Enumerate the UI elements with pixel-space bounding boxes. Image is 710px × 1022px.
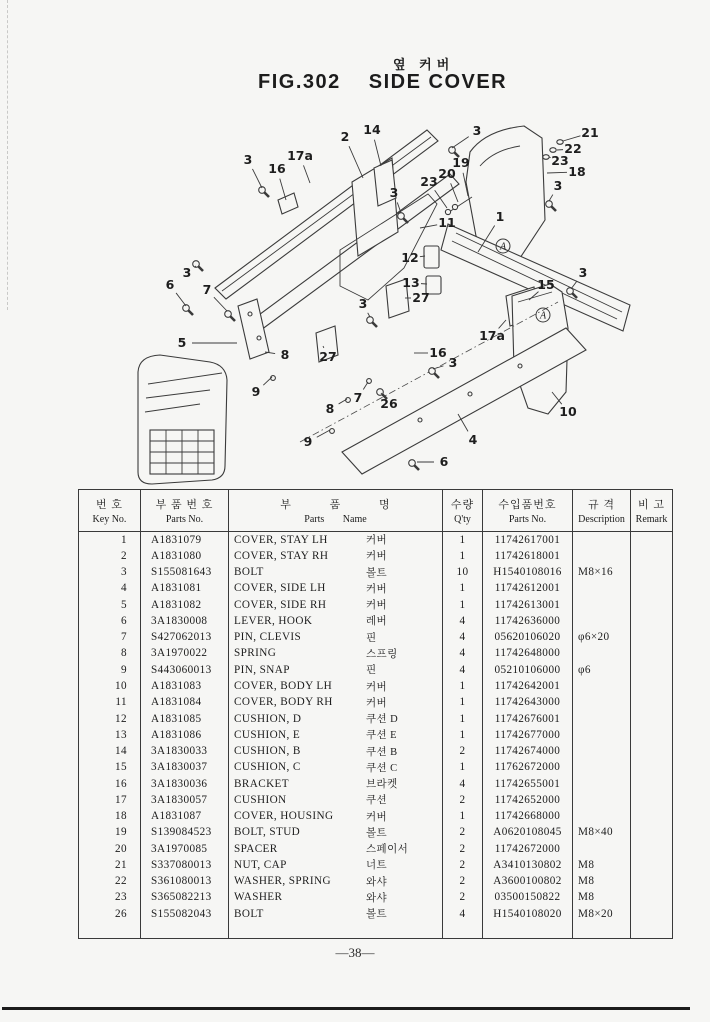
table-header-row: [79, 490, 673, 532]
cell-parts-name: BOLT 볼트: [229, 906, 443, 922]
cell-parts-name: COVER, SIDE RH 커버: [229, 597, 443, 613]
part-callout-16: 16: [429, 345, 447, 360]
header-import-no: 수입품번호 Parts No.: [483, 490, 573, 532]
cell-remark: [631, 841, 673, 857]
cell-parts-name: LEVER, HOOK 레버: [229, 613, 443, 629]
cell-import-no: 11742672000: [483, 841, 573, 857]
cell-qty: 1: [443, 532, 483, 548]
part-bracket-small: [278, 193, 298, 214]
cell-remark: [631, 694, 673, 710]
cell-import-no: 11762672000: [483, 759, 573, 775]
part-callout-11: 11: [438, 215, 456, 230]
part-callout-23: 23: [420, 174, 438, 189]
cell-remark: [631, 613, 673, 629]
part-callout-6: 6: [439, 454, 449, 469]
cell-parts-no: S427062013: [141, 629, 229, 645]
table-row: [79, 906, 673, 922]
cell-parts-no: A1831080: [141, 548, 229, 564]
cell-parts-no: A1831087: [141, 808, 229, 824]
part-cushion-d: [424, 246, 439, 268]
part-callout-6: 6: [165, 277, 175, 292]
cell-key: 11: [115, 696, 127, 709]
cell-import-no: 11742643000: [483, 694, 573, 710]
part-callout-21: 21: [581, 125, 599, 140]
part-callout-27: 27: [412, 290, 430, 305]
cell-parts-name: PIN, CLEVIS 핀: [229, 629, 443, 645]
cell-import-no: 05210106000: [483, 662, 573, 678]
table-row: [79, 792, 673, 808]
cell-parts-name: WASHER 와샤: [229, 889, 443, 905]
cell-import-no: 11742617001: [483, 532, 573, 548]
cell-remark: [631, 662, 673, 678]
part-callout-10: 10: [559, 404, 577, 419]
cell-parts-name: NUT, CAP 너트: [229, 857, 443, 873]
cell-description: [573, 775, 631, 791]
cell-parts-name: PIN, SNAP 핀: [229, 662, 443, 678]
cell-key: 1: [121, 533, 127, 546]
cell-import-no: 11742676001: [483, 710, 573, 726]
cell-parts-name: COVER, HOUSING 커버: [229, 808, 443, 824]
cell-description: [573, 792, 631, 808]
figure-title: SIDE COVER: [368, 71, 508, 93]
cell-parts-name: CUSHION, E 쿠션 E: [229, 727, 443, 743]
view-marker-label: A: [539, 310, 547, 322]
parts-table: [78, 489, 673, 939]
cell-parts-name: CUSHION 쿠션: [229, 792, 443, 808]
table-row: [79, 775, 673, 791]
part-callout-8: 8: [325, 401, 335, 416]
table-row: [79, 710, 673, 726]
cell-parts-no: 3A1830057: [141, 792, 229, 808]
view-marker-label: A: [499, 241, 507, 253]
cell-description: φ6: [573, 662, 631, 678]
cell-description: [573, 678, 631, 694]
cell-import-no: 03500150822: [483, 889, 573, 905]
cell-parts-no: S155082043: [141, 906, 229, 922]
cell-key: 26: [115, 907, 127, 920]
cell-parts-no: S365082213: [141, 889, 229, 905]
part-callout-2: 2: [340, 129, 350, 144]
cell-qty: 4: [443, 629, 483, 645]
part-callout-9: 9: [251, 384, 261, 399]
cell-parts-no: A1831086: [141, 727, 229, 743]
part-callout-3: 3: [472, 123, 482, 138]
part-callout-20: 20: [438, 166, 456, 181]
part-callout-8: 8: [280, 347, 290, 362]
cell-parts-name: SPACER 스페이서: [229, 841, 443, 857]
part-callout-17a: 17a: [479, 328, 505, 343]
cell-parts-name: CUSHION, D 쿠션 D: [229, 710, 443, 726]
cell-import-no: 11742652000: [483, 792, 573, 808]
cell-description: [573, 597, 631, 613]
parts-table-body: [79, 532, 673, 939]
cell-parts-name: WASHER, SPRING 와샤: [229, 873, 443, 889]
cell-import-no: H1540108016: [483, 564, 573, 580]
cell-key: 17: [115, 793, 127, 806]
part-callout-26: 26: [380, 396, 398, 411]
cell-remark: [631, 857, 673, 873]
table-row: [79, 743, 673, 759]
cell-qty: 2: [443, 889, 483, 905]
header-qty: 수량 Q'ty: [443, 490, 483, 532]
cell-parts-no: S361080013: [141, 873, 229, 889]
cell-description: [573, 613, 631, 629]
cell-description: [573, 580, 631, 596]
part-callout-13: 13: [402, 275, 420, 290]
cell-import-no: 11742648000: [483, 645, 573, 661]
cell-parts-no: A1831081: [141, 580, 229, 596]
part-callout-9: 9: [303, 434, 313, 449]
cell-description: [573, 808, 631, 824]
header-parts-no: 부 품 번 호 Parts No.: [141, 490, 229, 532]
cell-import-no: 11742677000: [483, 727, 573, 743]
cell-key: 19: [115, 826, 127, 839]
cell-import-no: 11742674000: [483, 743, 573, 759]
cell-parts-name: COVER, BODY RH 커버: [229, 694, 443, 710]
scan-edge-line: [2, 1007, 690, 1010]
cell-description: [573, 532, 631, 548]
cell-remark: [631, 775, 673, 791]
cell-description: M8: [573, 873, 631, 889]
table-row: [79, 694, 673, 710]
cell-parts-name: CUSHION, C 쿠션 C: [229, 759, 443, 775]
cell-key: 12: [115, 712, 127, 725]
cell-qty: 1: [443, 710, 483, 726]
cell-remark: [631, 548, 673, 564]
cell-parts-name: BOLT 볼트: [229, 564, 443, 580]
table-row: [79, 548, 673, 564]
cell-description: [573, 645, 631, 661]
cell-description: M8×16: [573, 564, 631, 580]
cell-parts-no: S155081643: [141, 564, 229, 580]
cell-import-no: 11742642001: [483, 678, 573, 694]
part-callout-15: 15: [537, 277, 555, 292]
cell-remark: [631, 759, 673, 775]
cell-import-no: A0620108045: [483, 824, 573, 840]
cell-qty: 1: [443, 727, 483, 743]
cell-parts-no: S139084523: [141, 824, 229, 840]
part-callout-3: 3: [578, 265, 588, 280]
cell-key: 14: [115, 745, 127, 758]
cell-remark: [631, 645, 673, 661]
table-row: [79, 662, 673, 678]
cell-parts-name: BOLT, STUD 볼트: [229, 824, 443, 840]
cell-key: 15: [115, 761, 127, 774]
cell-parts-name: COVER, SIDE LH 커버: [229, 580, 443, 596]
cell-qty: 1: [443, 678, 483, 694]
part-callout-4: 4: [468, 432, 478, 447]
table-row: [79, 532, 673, 548]
cell-qty: 2: [443, 824, 483, 840]
cell-key: 18: [115, 810, 127, 823]
cell-key: 20: [115, 842, 127, 855]
part-callout-16: 16: [268, 161, 286, 176]
cell-import-no: 11742636000: [483, 613, 573, 629]
cell-description: [573, 694, 631, 710]
cell-qty: 1: [443, 597, 483, 613]
table-row: [79, 645, 673, 661]
cell-parts-no: S443060013: [141, 662, 229, 678]
cell-qty: 4: [443, 662, 483, 678]
cell-description: φ6×20: [573, 629, 631, 645]
cell-key: 2: [121, 549, 127, 562]
cell-description: [573, 841, 631, 857]
cell-qty: 4: [443, 645, 483, 661]
part-callout-3: 3: [182, 265, 192, 280]
cell-parts-no: 3A1970085: [141, 841, 229, 857]
cell-parts-name: BRACKET 브라켓: [229, 775, 443, 791]
cell-key: 6: [121, 614, 127, 627]
cell-description: [573, 743, 631, 759]
part-callout-17a: 17a: [287, 148, 313, 163]
cell-remark: [631, 873, 673, 889]
table-row: [79, 580, 673, 596]
part-callout-3: 3: [389, 185, 399, 200]
cell-remark: [631, 808, 673, 824]
cell-import-no: 11742612001: [483, 580, 573, 596]
table-row: [79, 889, 673, 905]
cell-parts-no: S337080013: [141, 857, 229, 873]
cell-qty: 2: [443, 743, 483, 759]
table-row: [79, 629, 673, 645]
cell-parts-name: COVER, STAY RH 커버: [229, 548, 443, 564]
part-callout-18: 18: [568, 164, 586, 179]
cell-remark: [631, 710, 673, 726]
table-row: [79, 727, 673, 743]
cell-parts-no: 3A1830033: [141, 743, 229, 759]
tractor-front-sketch: [138, 355, 227, 484]
cell-parts-name: COVER, BODY LH 커버: [229, 678, 443, 694]
header-key: 번 호 Key No.: [79, 490, 141, 532]
cell-parts-name: COVER, STAY LH 커버: [229, 532, 443, 548]
cell-qty: 1: [443, 694, 483, 710]
part-callout-12: 12: [401, 250, 419, 265]
cell-key: 8: [121, 647, 127, 660]
cell-description: M8×40: [573, 824, 631, 840]
cell-remark: [631, 792, 673, 808]
cell-import-no: 11742655001: [483, 775, 573, 791]
cell-qty: 1: [443, 580, 483, 596]
cell-key: 23: [115, 891, 127, 904]
cell-key: 7: [121, 631, 127, 644]
page-title-korean: 옆 커버: [393, 57, 455, 72]
table-row: [79, 857, 673, 873]
cell-import-no: 05620106020: [483, 629, 573, 645]
table-row: [79, 873, 673, 889]
table-row: [79, 613, 673, 629]
table-row: [79, 597, 673, 613]
cell-parts-no: A1831083: [141, 678, 229, 694]
cell-key: 21: [115, 858, 127, 871]
table-row: [79, 678, 673, 694]
cell-import-no: 11742613001: [483, 597, 573, 613]
cell-description: [573, 710, 631, 726]
cell-remark: [631, 532, 673, 548]
cell-description: M8×20: [573, 906, 631, 922]
cell-remark: [631, 597, 673, 613]
cell-qty: 4: [443, 613, 483, 629]
cell-remark: [631, 889, 673, 905]
cell-key: 13: [115, 728, 127, 741]
cell-key: 5: [121, 598, 127, 611]
cell-import-no: 11742618001: [483, 548, 573, 564]
cell-key: 16: [115, 777, 127, 790]
cell-qty: 2: [443, 841, 483, 857]
cell-parts-no: A1831084: [141, 694, 229, 710]
part-callout-19: 19: [452, 155, 470, 170]
cell-parts-name: SPRING 스프링: [229, 645, 443, 661]
cell-remark: [631, 678, 673, 694]
cell-import-no: 11742668000: [483, 808, 573, 824]
page-number: —38—: [335, 945, 375, 960]
cell-key: 3: [121, 566, 127, 579]
part-cover-side-lh: [238, 299, 269, 359]
cell-key: 22: [115, 875, 127, 888]
cell-description: [573, 727, 631, 743]
cell-qty: 2: [443, 857, 483, 873]
cell-key: 10: [115, 680, 127, 693]
part-callout-23: 23: [551, 153, 569, 168]
cell-remark: [631, 743, 673, 759]
header-description: 규 격 Description: [573, 490, 631, 532]
cell-qty: 1: [443, 759, 483, 775]
cell-remark: [631, 906, 673, 922]
cell-parts-no: 3A1970022: [141, 645, 229, 661]
page-title: [258, 71, 507, 94]
cell-parts-no: A1831079: [141, 532, 229, 548]
cell-remark: [631, 580, 673, 596]
cell-import-no: H1540108020: [483, 906, 573, 922]
cell-remark: [631, 824, 673, 840]
table-filler-row: [79, 922, 673, 939]
cell-key: 9: [121, 663, 127, 676]
cell-import-no: A3600100802: [483, 873, 573, 889]
part-callout-27: 27: [319, 349, 337, 364]
cell-qty: 2: [443, 873, 483, 889]
part-callout-7: 7: [202, 282, 212, 297]
table-row: [79, 808, 673, 824]
figure-number: FIG.302: [258, 71, 341, 93]
part-callout-3: 3: [553, 178, 563, 193]
cell-qty: 10: [443, 564, 483, 580]
exploded-view-diagram: [0, 115, 710, 490]
table-row: [79, 841, 673, 857]
cell-parts-no: 3A1830008: [141, 613, 229, 629]
cell-parts-no: 3A1830036: [141, 775, 229, 791]
header-remark: 비 고 Remark: [631, 490, 673, 532]
header-parts-name: 부 품 명 Parts Name: [229, 490, 443, 532]
part-callout-14: 14: [363, 122, 381, 137]
table-row: [79, 759, 673, 775]
cell-qty: 1: [443, 808, 483, 824]
part-callout-22: 22: [564, 141, 582, 156]
cell-parts-no: 3A1830037: [141, 759, 229, 775]
part-callout-3: 3: [243, 152, 253, 167]
table-row: [79, 824, 673, 840]
part-callout-5: 5: [177, 335, 187, 350]
cell-qty: 4: [443, 906, 483, 922]
cell-remark: [631, 564, 673, 580]
cell-parts-name: CUSHION, B 쿠션 B: [229, 743, 443, 759]
cell-description: M8: [573, 857, 631, 873]
cell-import-no: A3410130802: [483, 857, 573, 873]
cell-key: 4: [121, 582, 127, 595]
part-callout-1: 1: [495, 209, 505, 224]
cell-remark: [631, 629, 673, 645]
cell-parts-no: A1831085: [141, 710, 229, 726]
cell-qty: 2: [443, 792, 483, 808]
part-callout-3: 3: [448, 355, 458, 370]
cell-description: M8: [573, 889, 631, 905]
cell-qty: 1: [443, 548, 483, 564]
table-row: [79, 564, 673, 580]
part-callout-3: 3: [358, 296, 368, 311]
part-callout-7: 7: [353, 390, 363, 405]
cell-qty: 4: [443, 775, 483, 791]
cell-description: [573, 548, 631, 564]
cell-parts-no: A1831082: [141, 597, 229, 613]
cell-remark: [631, 727, 673, 743]
cell-description: [573, 759, 631, 775]
